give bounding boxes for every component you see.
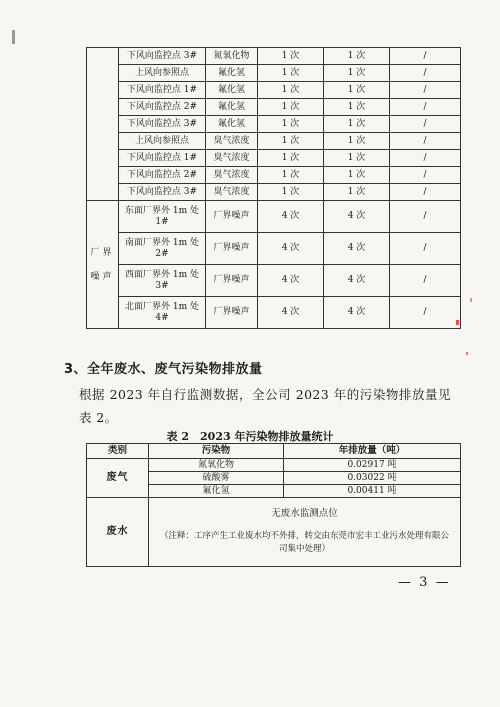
point-cell: 下风向监控点 3#: [119, 116, 206, 133]
freq-cell: 1 次: [324, 150, 390, 167]
freq-cell: 1 次: [258, 150, 324, 167]
freq-cell: 1 次: [324, 184, 390, 201]
freq-cell: 4 次: [324, 233, 390, 265]
table-row: [87, 116, 461, 133]
item-cell: 臭气浓度: [206, 150, 258, 167]
freq-cell: 4 次: [258, 265, 324, 297]
table-row: [87, 297, 461, 329]
table-header-row: [87, 444, 461, 459]
item-cell: 氟化氢: [206, 65, 258, 82]
gas-category-cell: 废气: [87, 459, 149, 498]
freq-cell: 1 次: [324, 48, 390, 65]
point-cell: 下风向监控点 1#: [119, 150, 206, 167]
point-cell: 下风向监控点 3#: [119, 48, 206, 65]
freq-cell: /: [390, 48, 461, 65]
point-cell: 北面厂界外 1m 处 4#: [119, 297, 206, 329]
freq-cell: 1 次: [258, 65, 324, 82]
emissions-table: [86, 443, 461, 567]
freq-cell: 1 次: [258, 133, 324, 150]
freq-cell: 4 次: [258, 297, 324, 329]
table-row: [87, 99, 461, 116]
section-heading: 3、全年废水、废气污染物排放量: [64, 362, 263, 377]
table-row: [87, 133, 461, 150]
freq-cell: 1 次: [324, 65, 390, 82]
wastewater-text: 无废水监测点位: [271, 508, 338, 519]
table-row: [87, 48, 461, 65]
freq-cell: 1 次: [324, 116, 390, 133]
category-cell-blank: [87, 48, 119, 201]
item-cell: 氮氧化物: [206, 48, 258, 65]
table-row: [87, 167, 461, 184]
freq-cell: 1 次: [258, 82, 324, 99]
point-cell: 下风向监控点 1#: [119, 82, 206, 99]
page-number: — 3 —: [398, 575, 451, 590]
freq-cell: 4 次: [258, 201, 324, 233]
table-row: [87, 498, 461, 567]
item-cell: 厂界噪声: [206, 297, 258, 329]
amount-cell: 0.02917 吨: [284, 459, 461, 472]
freq-cell: 1 次: [258, 184, 324, 201]
freq-cell: 4 次: [324, 265, 390, 297]
freq-cell: /: [390, 150, 461, 167]
wastewater-note: （注释：工序产生工业废水均不外排，转交由东莞市宏丰工业污水处理有限公司集中处理）: [159, 531, 449, 554]
freq-cell: /: [390, 265, 461, 297]
item-cell: 氟化氢: [206, 99, 258, 116]
freq-cell: 1 次: [258, 99, 324, 116]
pollutant-cell: 氮氧化物: [149, 459, 284, 472]
freq-cell: /: [390, 167, 461, 184]
table-row: [87, 233, 461, 265]
item-cell: 厂界噪声: [206, 265, 258, 297]
point-cell: 西面厂界外 1m 处 3#: [119, 265, 206, 297]
point-cell: 东面厂界外 1m 处 1#: [119, 201, 206, 233]
water-category-cell: 废水: [87, 498, 149, 567]
freq-cell: 1 次: [324, 82, 390, 99]
item-cell: 厂界噪声: [206, 233, 258, 265]
header-category: 类别: [87, 444, 149, 459]
point-cell: 上风向参照点: [119, 133, 206, 150]
freq-cell: 1 次: [258, 48, 324, 65]
noise-category-label: 厂界噪声: [90, 247, 115, 282]
scan-artifact: [12, 30, 15, 44]
item-cell: 臭气浓度: [206, 184, 258, 201]
wastewater-cell: [149, 498, 461, 567]
header-pollutant: 污染物: [149, 444, 284, 459]
freq-cell: /: [390, 184, 461, 201]
noise-category-cell: [87, 201, 119, 329]
freq-cell: /: [390, 233, 461, 265]
scan-artifact: [470, 298, 472, 302]
item-cell: 氟化氢: [206, 82, 258, 99]
scan-artifact: [466, 352, 468, 355]
freq-cell: 4 次: [324, 297, 390, 329]
table-row: [87, 459, 461, 472]
item-cell: 臭气浓度: [206, 133, 258, 150]
table-caption: 表 2 2023 年污染物排放量统计: [166, 430, 334, 443]
header-amount: 年排放量（吨）: [284, 444, 461, 459]
freq-cell: /: [390, 99, 461, 116]
freq-cell: 4 次: [258, 233, 324, 265]
table-row: [87, 150, 461, 167]
freq-cell: /: [390, 116, 461, 133]
freq-cell: /: [390, 65, 461, 82]
freq-cell: 1 次: [258, 116, 324, 133]
table-row: [87, 65, 461, 82]
amount-cell: 0.00411 吨: [284, 485, 461, 498]
table-row: [87, 184, 461, 201]
pollutant-cell: 硫酸雾: [149, 472, 284, 485]
freq-cell: /: [390, 82, 461, 99]
item-cell: 氟化氢: [206, 116, 258, 133]
table-row: [87, 265, 461, 297]
point-cell: 上风向参照点: [119, 65, 206, 82]
table-row: [87, 82, 461, 99]
point-cell: 下风向监控点 2#: [119, 167, 206, 184]
freq-cell: 1 次: [258, 167, 324, 184]
freq-cell: 4 次: [324, 201, 390, 233]
item-cell: 厂界噪声: [206, 201, 258, 233]
freq-cell: /: [390, 133, 461, 150]
body-paragraph: 根据 2023 年自行监测数据，全公司 2023 年的污染物排放量见表 2。: [79, 387, 451, 425]
monitoring-table: [86, 47, 461, 329]
item-cell: 臭气浓度: [206, 167, 258, 184]
pollutant-cell: 氟化氢: [149, 485, 284, 498]
freq-cell: 1 次: [324, 99, 390, 116]
point-cell: 下风向监控点 2#: [119, 99, 206, 116]
freq-cell: 1 次: [324, 133, 390, 150]
freq-cell: /: [390, 297, 461, 329]
table-row: [87, 201, 461, 233]
amount-cell: 0.03022 吨: [284, 472, 461, 485]
point-cell: 南面厂界外 1m 处 2#: [119, 233, 206, 265]
page-number-value: 3: [419, 575, 430, 590]
freq-cell: /: [390, 201, 461, 233]
point-cell: 下风向监控点 3#: [119, 184, 206, 201]
freq-cell: 1 次: [324, 167, 390, 184]
